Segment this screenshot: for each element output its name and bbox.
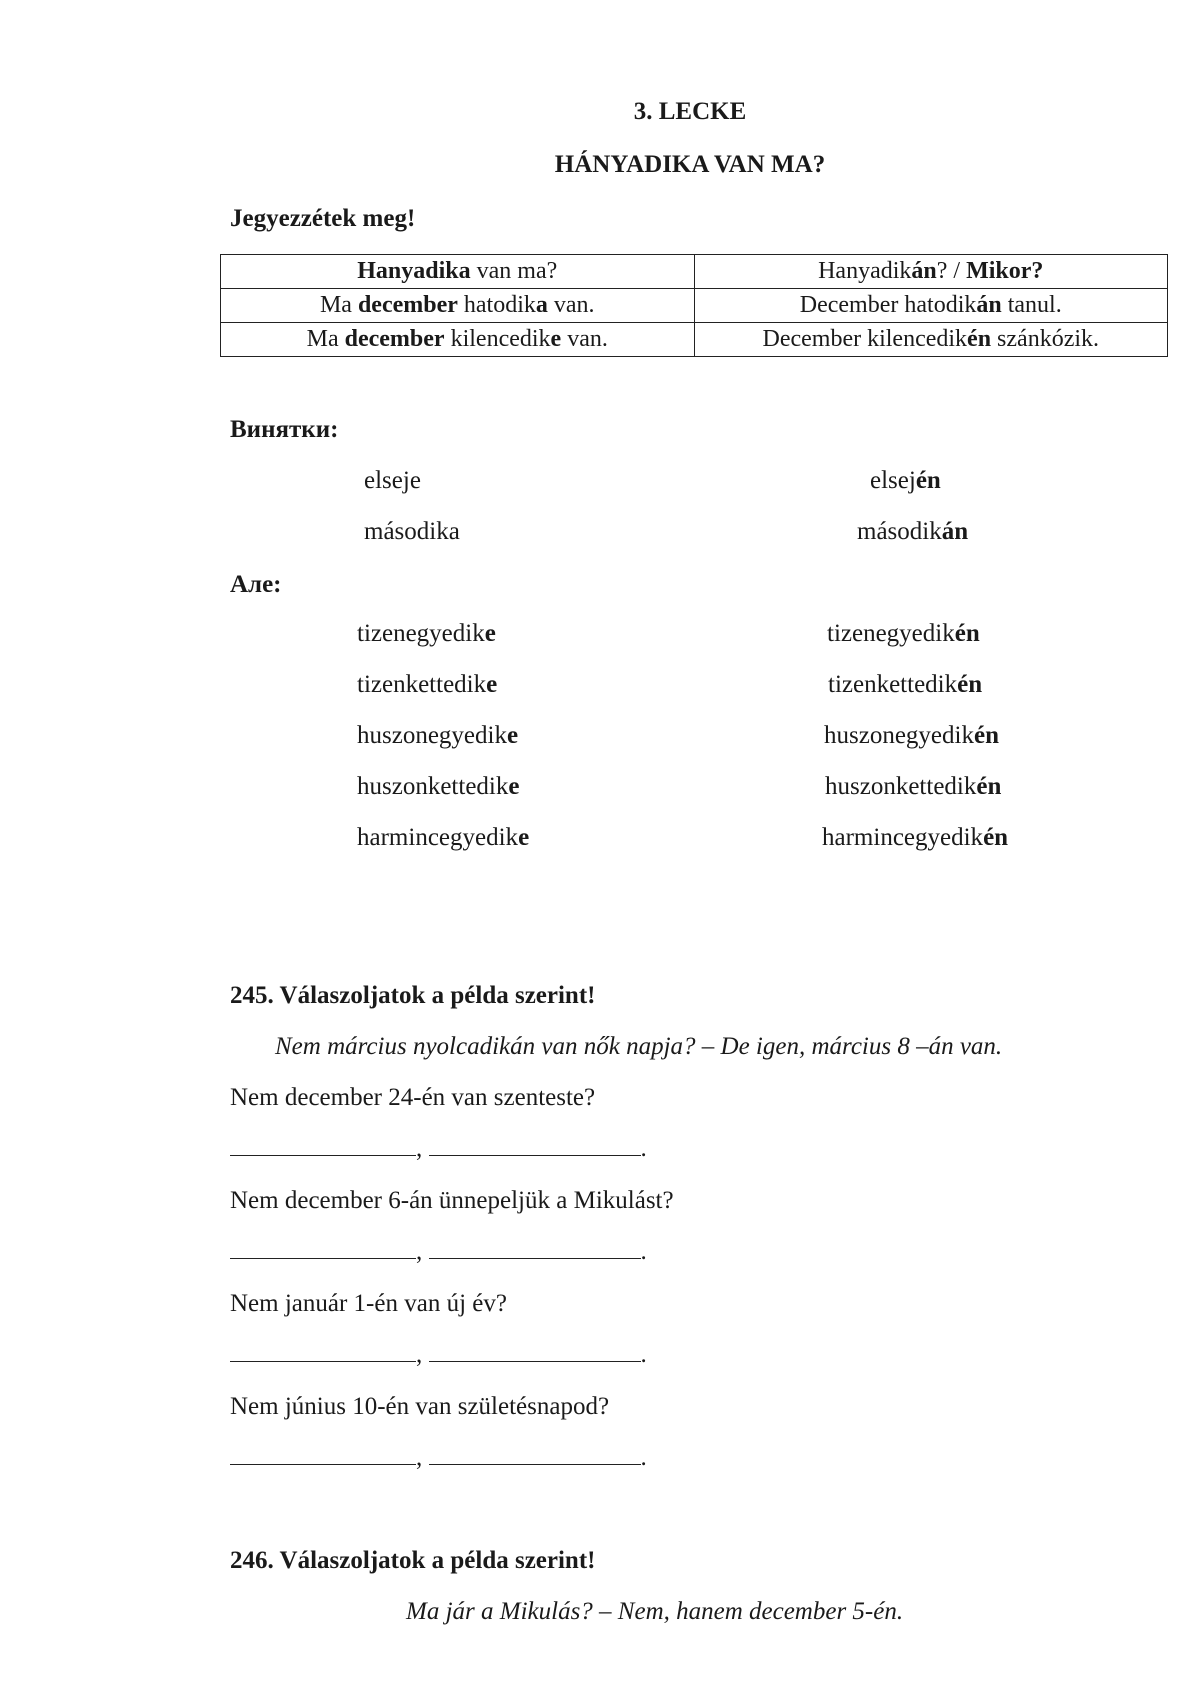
- word-ending: én: [976, 773, 1002, 800]
- word-stem: tizenkettedik: [828, 671, 958, 698]
- comma: ,: [416, 1238, 423, 1265]
- word-stem: elseje: [364, 467, 421, 494]
- word-stem: harmincegyedik: [822, 824, 984, 851]
- word-ending: én: [973, 722, 999, 749]
- word-ending: e: [518, 824, 530, 851]
- table-cell-answer: [694, 255, 1168, 289]
- period: .: [640, 1444, 647, 1471]
- word-left: [364, 518, 460, 546]
- answer-blank[interactable]: [230, 1341, 416, 1362]
- word-stem: huszonkettedik: [357, 773, 509, 800]
- exercise-246-example: Ma jár a Mikulás? – Nem, hanem december 5-én.: [406, 1598, 904, 1625]
- word-right: [822, 824, 1008, 852]
- exercise-245-example: Nem március nyolcadikán van nők napja? – De igen, március 8 –án van.: [275, 1033, 1003, 1060]
- question: Nem január 1-én van új év?: [230, 1290, 507, 1317]
- answer-blank[interactable]: [429, 1444, 641, 1465]
- answer-blank[interactable]: [230, 1135, 416, 1156]
- cell-text: December hatodik: [799, 292, 977, 318]
- word-ending: e: [506, 722, 519, 749]
- question: Nem december 24-én van szenteste?: [230, 1084, 596, 1111]
- cell-text: van ma?: [470, 258, 558, 284]
- cell-text: ? /: [936, 258, 967, 284]
- word-left: [357, 671, 497, 699]
- word-ending: e: [486, 671, 498, 698]
- lesson-number: 3. LECKE: [633, 98, 747, 125]
- date-table: [220, 254, 1168, 357]
- word-left: [357, 773, 519, 801]
- word-ending: e: [484, 620, 496, 647]
- lesson-title: HÁNYADIKA VAN MA?: [554, 151, 826, 178]
- table-cell-answer: [694, 323, 1168, 357]
- word-ending: e: [508, 773, 520, 800]
- cell-text: Mikor?: [966, 258, 1044, 284]
- cell-text: Ma: [319, 292, 358, 318]
- cell-text: Hanyadika: [357, 258, 471, 284]
- table-cell-question: [221, 255, 695, 289]
- table-cell-answer: [694, 289, 1168, 323]
- table-row: [221, 289, 1168, 323]
- comma: ,: [416, 1341, 423, 1368]
- word-left: [364, 467, 421, 495]
- word-stem: tizenkettedik: [357, 671, 487, 698]
- word-stem: harmincegyedik: [357, 824, 519, 851]
- table-row: [221, 323, 1168, 357]
- period: .: [640, 1238, 647, 1265]
- exercise-246-heading: 246. Válaszoljatok a példa szerint!: [230, 1547, 596, 1574]
- exceptions-heading: Винятки:: [230, 416, 339, 443]
- word-ending: én: [915, 467, 941, 494]
- word-right: [857, 518, 968, 546]
- cell-text: tanul.: [1001, 292, 1062, 318]
- word-stem: tizenegyedik: [827, 620, 955, 647]
- cell-text: án: [976, 292, 1002, 318]
- word-ending: án: [941, 518, 969, 545]
- word-right: [828, 671, 982, 699]
- answer-blank[interactable]: [230, 1444, 416, 1465]
- answer-line: [230, 1238, 647, 1266]
- period: .: [640, 1135, 647, 1162]
- cell-text: hatodik: [457, 292, 536, 318]
- word-left: [357, 620, 496, 648]
- question: Nem június 10-én van születésnapod?: [230, 1393, 610, 1420]
- note-heading: Jegyezzétek meg!: [230, 205, 416, 232]
- word-stem: másodika: [364, 518, 460, 545]
- exercise-245-heading: 245. Válaszoljatok a példa szerint!: [230, 982, 596, 1009]
- answer-blank[interactable]: [429, 1341, 641, 1362]
- answer-blank[interactable]: [429, 1135, 641, 1156]
- comma: ,: [416, 1135, 423, 1162]
- cell-text: szánkózik.: [991, 326, 1100, 352]
- word-ending: én: [983, 824, 1009, 851]
- word-left: [357, 722, 518, 750]
- answer-blank[interactable]: [429, 1238, 641, 1259]
- cell-text: e: [550, 326, 562, 352]
- cell-text: Ma: [306, 326, 345, 352]
- question: Nem december 6-án ünnepeljük a Mikulást?: [230, 1187, 674, 1214]
- answer-line: [230, 1135, 647, 1163]
- cell-text: Hanyadik: [818, 258, 912, 284]
- cell-text: én: [967, 326, 992, 352]
- word-stem: huszonegyedik: [357, 722, 507, 749]
- cell-text: December kilencedik: [762, 326, 968, 352]
- cell-text: december: [357, 292, 458, 318]
- period: .: [640, 1341, 647, 1368]
- word-stem: második: [857, 518, 942, 545]
- cell-text: kilencedik: [444, 326, 551, 352]
- answer-line: [230, 1341, 647, 1369]
- word-stem: elsej: [870, 467, 916, 494]
- answer-line: [230, 1444, 647, 1472]
- cell-text: a: [535, 292, 548, 318]
- cell-text: van.: [547, 292, 595, 318]
- cell-text: december: [344, 326, 445, 352]
- word-ending: én: [957, 671, 983, 698]
- but-heading: Але:: [230, 571, 282, 598]
- word-right: [825, 773, 1001, 801]
- word-right: [824, 722, 999, 750]
- word-stem: huszonkettedik: [825, 773, 977, 800]
- word-left: [357, 824, 529, 852]
- table-cell-question: [221, 289, 695, 323]
- word-stem: tizenegyedik: [357, 620, 485, 647]
- answer-blank[interactable]: [230, 1238, 416, 1259]
- word-right: [827, 620, 980, 648]
- word-right: [870, 467, 941, 495]
- word-stem: huszonegyedik: [824, 722, 974, 749]
- table-row: [221, 255, 1168, 289]
- comma: ,: [416, 1444, 423, 1471]
- cell-text: án: [911, 258, 937, 284]
- cell-text: van.: [561, 326, 608, 352]
- word-ending: én: [954, 620, 980, 647]
- table-cell-question: [221, 323, 695, 357]
